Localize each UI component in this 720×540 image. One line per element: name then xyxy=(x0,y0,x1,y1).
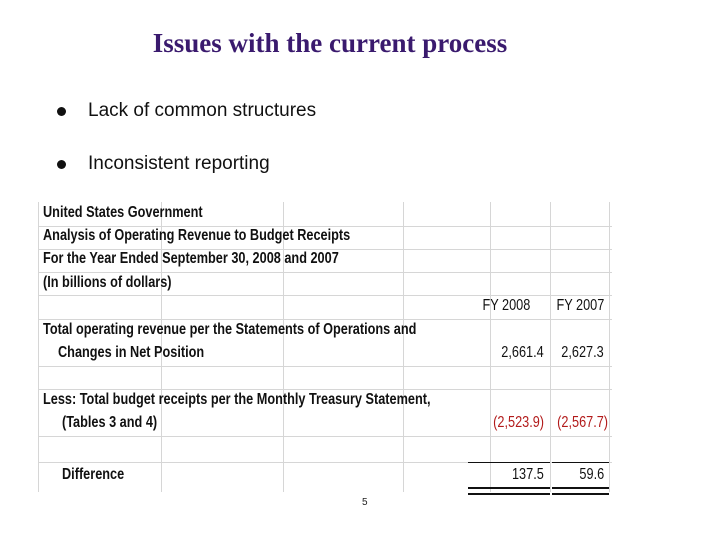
slide-title: Issues with the current process xyxy=(152,28,508,58)
row-label: Difference xyxy=(62,466,125,483)
bullet-item xyxy=(57,151,270,177)
bullet-text: Lack of common structures xyxy=(88,100,317,121)
row-value-fy2008: (2,523.9) xyxy=(493,414,544,431)
table-header-line: United States Government xyxy=(43,204,203,221)
table-header-line: Analysis of Operating Revenue to Budget Receipts xyxy=(43,227,351,244)
row-label: Total operating revenue per the Statements of Operations and xyxy=(43,321,417,338)
table-header-line: For the Year Ended September 30, 2008 and 2007 xyxy=(43,250,339,267)
row-value-fy2007: 2,627.3 xyxy=(561,344,604,361)
page-number: 5 xyxy=(362,497,368,508)
row-value-fy2008: 137.5 xyxy=(512,466,544,483)
row-value-fy2007: 59.6 xyxy=(579,466,604,483)
bullet-text: Inconsistent reporting xyxy=(88,153,270,174)
row-value-fy2007: (2,567.7) xyxy=(557,414,608,431)
row-label: Changes in Net Position xyxy=(58,344,205,361)
bullet-item xyxy=(57,98,316,124)
column-header-fy2008: FY 2008 xyxy=(482,297,530,314)
row-label: (Tables 3 and 4) xyxy=(62,414,158,431)
row-value-fy2008: 2,661.4 xyxy=(501,344,544,361)
bullet-icon xyxy=(57,160,66,169)
table-header-line: (In billions of dollars) xyxy=(43,274,172,291)
column-header-fy2007: FY 2007 xyxy=(556,297,604,314)
row-label: Less: Total budget receipts per the Monthly Treasury Statement, xyxy=(43,391,431,408)
spreadsheet-image xyxy=(38,202,612,492)
bullet-icon xyxy=(57,107,66,116)
